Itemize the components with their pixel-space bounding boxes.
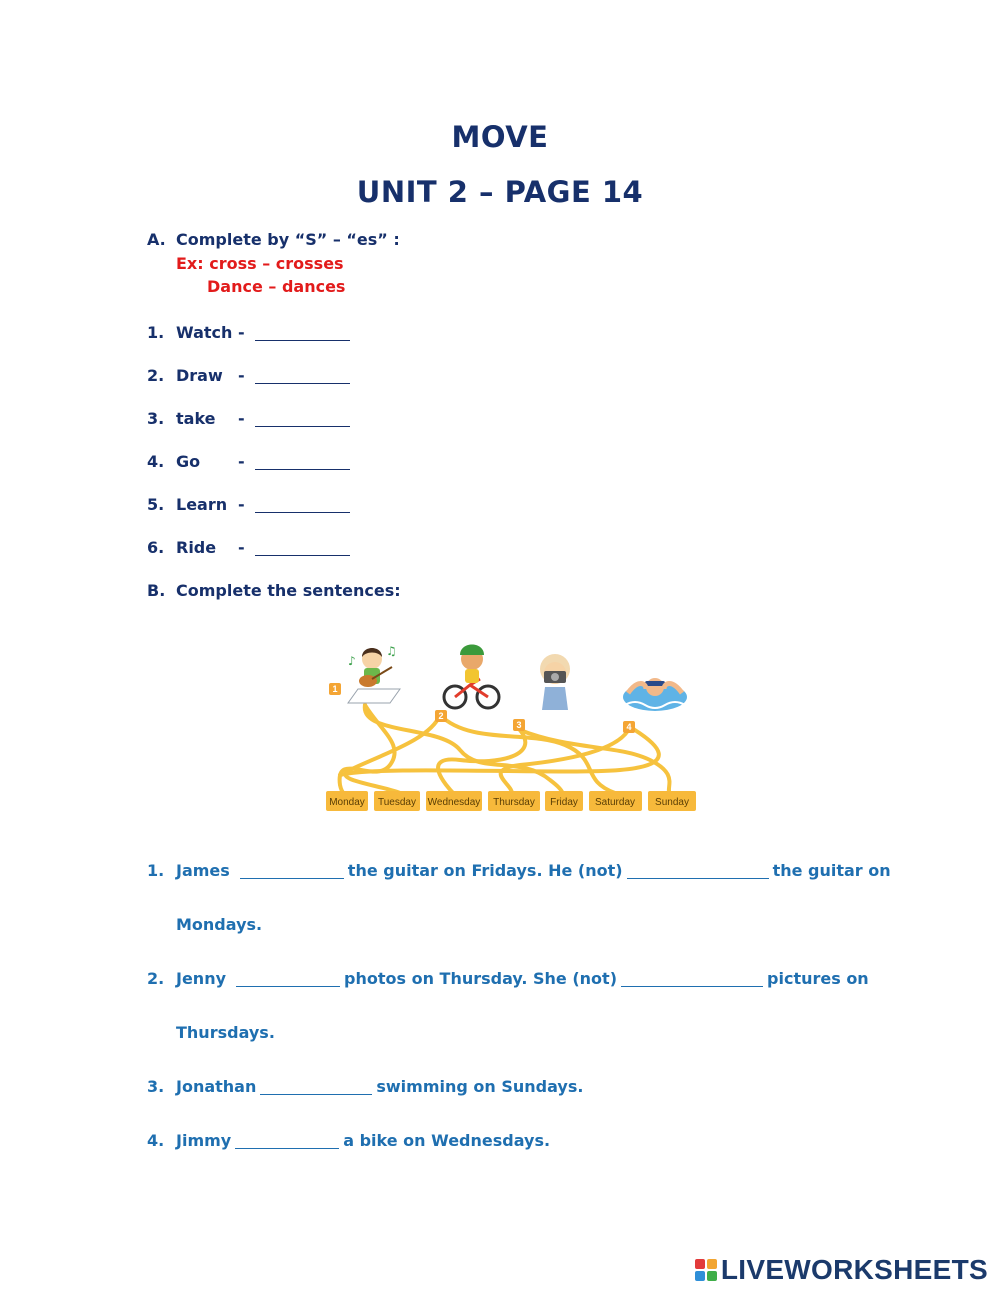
sentence-text: Jonathan <box>176 1077 257 1096</box>
sentence-number: 4. <box>147 1131 165 1150</box>
answer-blank[interactable] <box>255 324 350 341</box>
sentence-number: 2. <box>147 969 165 988</box>
sentence-text: photos on Thursday. She (not) <box>344 969 618 988</box>
item-dash: - <box>238 495 245 514</box>
picture-number: 3 <box>516 720 522 730</box>
day-text: Thursday <box>493 797 535 808</box>
answer-blank[interactable] <box>621 970 763 987</box>
answer-blank[interactable] <box>260 1078 372 1095</box>
sentence-text: the guitar on Fridays. He (not) <box>347 861 623 880</box>
sentence-2 <box>147 968 869 990</box>
day-text: Saturday <box>594 797 636 808</box>
photographer-figure <box>540 654 570 710</box>
exercise-a-item <box>147 451 350 473</box>
sentence-text: swimming on Sundays. <box>376 1077 584 1096</box>
item-dash: - <box>238 538 245 557</box>
answer-blank[interactable] <box>627 862 769 879</box>
liveworksheets-logo <box>695 1253 988 1287</box>
guitar-player-figure <box>348 644 400 703</box>
picture-number: 4 <box>626 722 632 732</box>
item-word: Ride <box>176 538 217 557</box>
answer-blank[interactable] <box>240 862 344 879</box>
answer-blank[interactable] <box>255 496 350 513</box>
section-a-instruction: Complete by “S” – “es” : <box>176 230 400 249</box>
section-b-instruction: Complete the sentences: <box>176 581 401 600</box>
logo-text: LIVEWORKSHEETS <box>720 1254 988 1285</box>
maze-paths <box>340 705 670 796</box>
section-a-marker: A. <box>147 230 166 249</box>
item-dash: - <box>238 409 245 428</box>
logo-mark-icon <box>695 1259 717 1281</box>
sentence-text: Jimmy <box>176 1131 232 1150</box>
svg-text:♪: ♪ <box>348 654 356 668</box>
page-title: MOVE <box>451 120 549 154</box>
day-text: Friday <box>550 797 578 808</box>
answer-blank[interactable] <box>255 367 350 384</box>
sentence-text: a bike on Wednesdays. <box>343 1131 551 1150</box>
picture-number: 2 <box>438 711 444 721</box>
sentence-2-continuation: Thursdays. <box>176 1023 275 1042</box>
sentence-1 <box>147 860 891 882</box>
item-word: take <box>176 409 216 428</box>
sentence-3 <box>147 1076 583 1098</box>
sentence-text: the guitar on <box>772 861 891 880</box>
day-text: Tuesday <box>378 797 416 808</box>
picture-number: 1 <box>332 684 338 694</box>
item-number: 5. <box>147 495 165 514</box>
answer-blank[interactable] <box>236 970 340 987</box>
day-text: Monday <box>329 797 365 808</box>
swimmer-figure <box>623 678 687 711</box>
item-dash: - <box>238 452 245 471</box>
section-a-heading <box>147 230 400 249</box>
item-dash: - <box>238 366 245 385</box>
answer-blank[interactable] <box>255 410 350 427</box>
item-number: 2. <box>147 366 165 385</box>
exercise-a-item <box>147 408 350 430</box>
sentence-text: James <box>176 861 230 880</box>
sentence-text: Jenny <box>176 969 227 988</box>
sentence-4 <box>147 1130 550 1152</box>
item-number: 3. <box>147 409 165 428</box>
item-word: Watch <box>176 323 233 342</box>
svg-text:♫: ♫ <box>386 644 397 658</box>
exercise-a-item <box>147 365 350 387</box>
sentence-text: pictures on <box>767 969 869 988</box>
exercise-a-item <box>147 494 350 516</box>
activities-maze-illustration <box>320 635 710 820</box>
item-number: 4. <box>147 452 165 471</box>
sentence-1-continuation: Mondays. <box>176 915 263 934</box>
sentence-number: 1. <box>147 861 165 880</box>
item-word: Go <box>176 452 201 471</box>
item-dash: - <box>238 323 245 342</box>
answer-blank[interactable] <box>255 453 350 470</box>
exercise-a-item <box>147 322 350 344</box>
sentence-number: 3. <box>147 1077 165 1096</box>
item-number: 6. <box>147 538 165 557</box>
day-text: Wednesday <box>427 797 481 808</box>
answer-blank[interactable] <box>235 1132 339 1149</box>
item-word: Learn <box>176 495 228 514</box>
section-b-heading <box>147 581 401 600</box>
item-number: 1. <box>147 323 165 342</box>
example-line-1: Ex: cross – crosses <box>176 254 344 273</box>
page-subtitle: UNIT 2 – PAGE 14 <box>356 175 644 209</box>
example-line-2: Dance – dances <box>207 277 346 296</box>
section-b-marker: B. <box>147 581 166 600</box>
bike-rider-figure <box>444 645 499 709</box>
exercise-a-item <box>147 537 350 559</box>
item-word: Draw <box>176 366 223 385</box>
answer-blank[interactable] <box>255 539 350 556</box>
day-text: Sunday <box>655 797 689 808</box>
